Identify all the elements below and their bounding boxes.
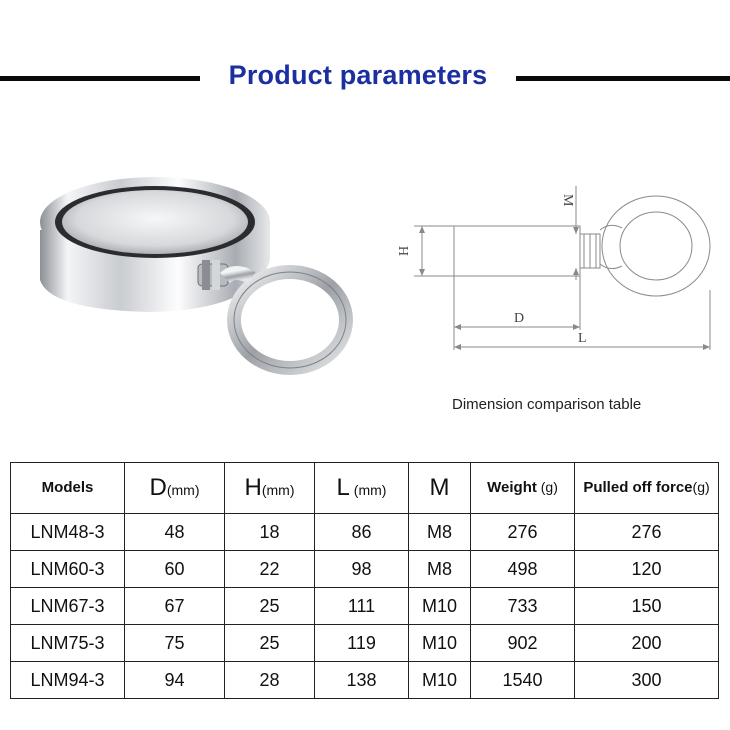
cell-h: 22 bbox=[225, 551, 315, 588]
cell-d: 94 bbox=[125, 662, 225, 699]
dimension-label-d: D bbox=[514, 311, 525, 326]
header-l: L (mm) bbox=[315, 463, 409, 514]
cell-pulled-off-force: 276 bbox=[575, 514, 719, 551]
cell-d: 67 bbox=[125, 588, 225, 625]
dimension-diagram bbox=[388, 170, 728, 390]
cell-l: 98 bbox=[315, 551, 409, 588]
cell-weight: 1540 bbox=[471, 662, 575, 699]
cell-h: 18 bbox=[225, 514, 315, 551]
cell-d: 75 bbox=[125, 625, 225, 662]
dimension-label-h: H bbox=[397, 245, 412, 256]
header-h: H(mm) bbox=[225, 463, 315, 514]
table-row bbox=[11, 662, 719, 699]
cell-pulled-off-force: 120 bbox=[575, 551, 719, 588]
cell-pulled-off-force: 150 bbox=[575, 588, 719, 625]
table-header-row bbox=[11, 463, 719, 514]
cell-m: M8 bbox=[409, 551, 471, 588]
cell-weight: 276 bbox=[471, 514, 575, 551]
cell-m: M10 bbox=[409, 662, 471, 699]
header-models: Models bbox=[11, 463, 125, 514]
cell-model: LNM94-3 bbox=[11, 662, 125, 699]
cell-d: 48 bbox=[125, 514, 225, 551]
cell-h: 28 bbox=[225, 662, 315, 699]
header-weight: Weight (g) bbox=[471, 463, 575, 514]
cell-model: LNM67-3 bbox=[11, 588, 125, 625]
cell-d: 60 bbox=[125, 551, 225, 588]
cell-m: M8 bbox=[409, 514, 471, 551]
table-row bbox=[11, 625, 719, 662]
cell-weight: 733 bbox=[471, 588, 575, 625]
cell-pulled-off-force: 300 bbox=[575, 662, 719, 699]
cell-m: M10 bbox=[409, 588, 471, 625]
table-row bbox=[11, 514, 719, 551]
header-m: M bbox=[409, 463, 471, 514]
cell-model: LNM48-3 bbox=[11, 514, 125, 551]
header-pulled-off-force: Pulled off force(g) bbox=[575, 463, 719, 514]
cell-l: 138 bbox=[315, 662, 409, 699]
cell-l: 111 bbox=[315, 588, 409, 625]
product-photo bbox=[20, 160, 360, 380]
title-rule-right bbox=[516, 76, 730, 81]
title-rule-left bbox=[0, 76, 200, 81]
cell-m: M10 bbox=[409, 625, 471, 662]
header-d: D(mm) bbox=[125, 463, 225, 514]
page-title: Product parameters bbox=[228, 60, 488, 90]
cell-h: 25 bbox=[225, 588, 315, 625]
cell-h: 25 bbox=[225, 625, 315, 662]
cell-model: LNM75-3 bbox=[11, 625, 125, 662]
parameters-table bbox=[10, 462, 719, 699]
diagram-caption: Dimension comparison table bbox=[452, 396, 642, 413]
cell-model: LNM60-3 bbox=[11, 551, 125, 588]
cell-weight: 498 bbox=[471, 551, 575, 588]
dimension-label-m: M bbox=[560, 194, 575, 207]
table-row bbox=[11, 551, 719, 588]
cell-pulled-off-force: 200 bbox=[575, 625, 719, 662]
dimension-label-l: L bbox=[578, 331, 587, 346]
cell-l: 119 bbox=[315, 625, 409, 662]
cell-weight: 902 bbox=[471, 625, 575, 662]
table-row bbox=[11, 588, 719, 625]
cell-l: 86 bbox=[315, 514, 409, 551]
